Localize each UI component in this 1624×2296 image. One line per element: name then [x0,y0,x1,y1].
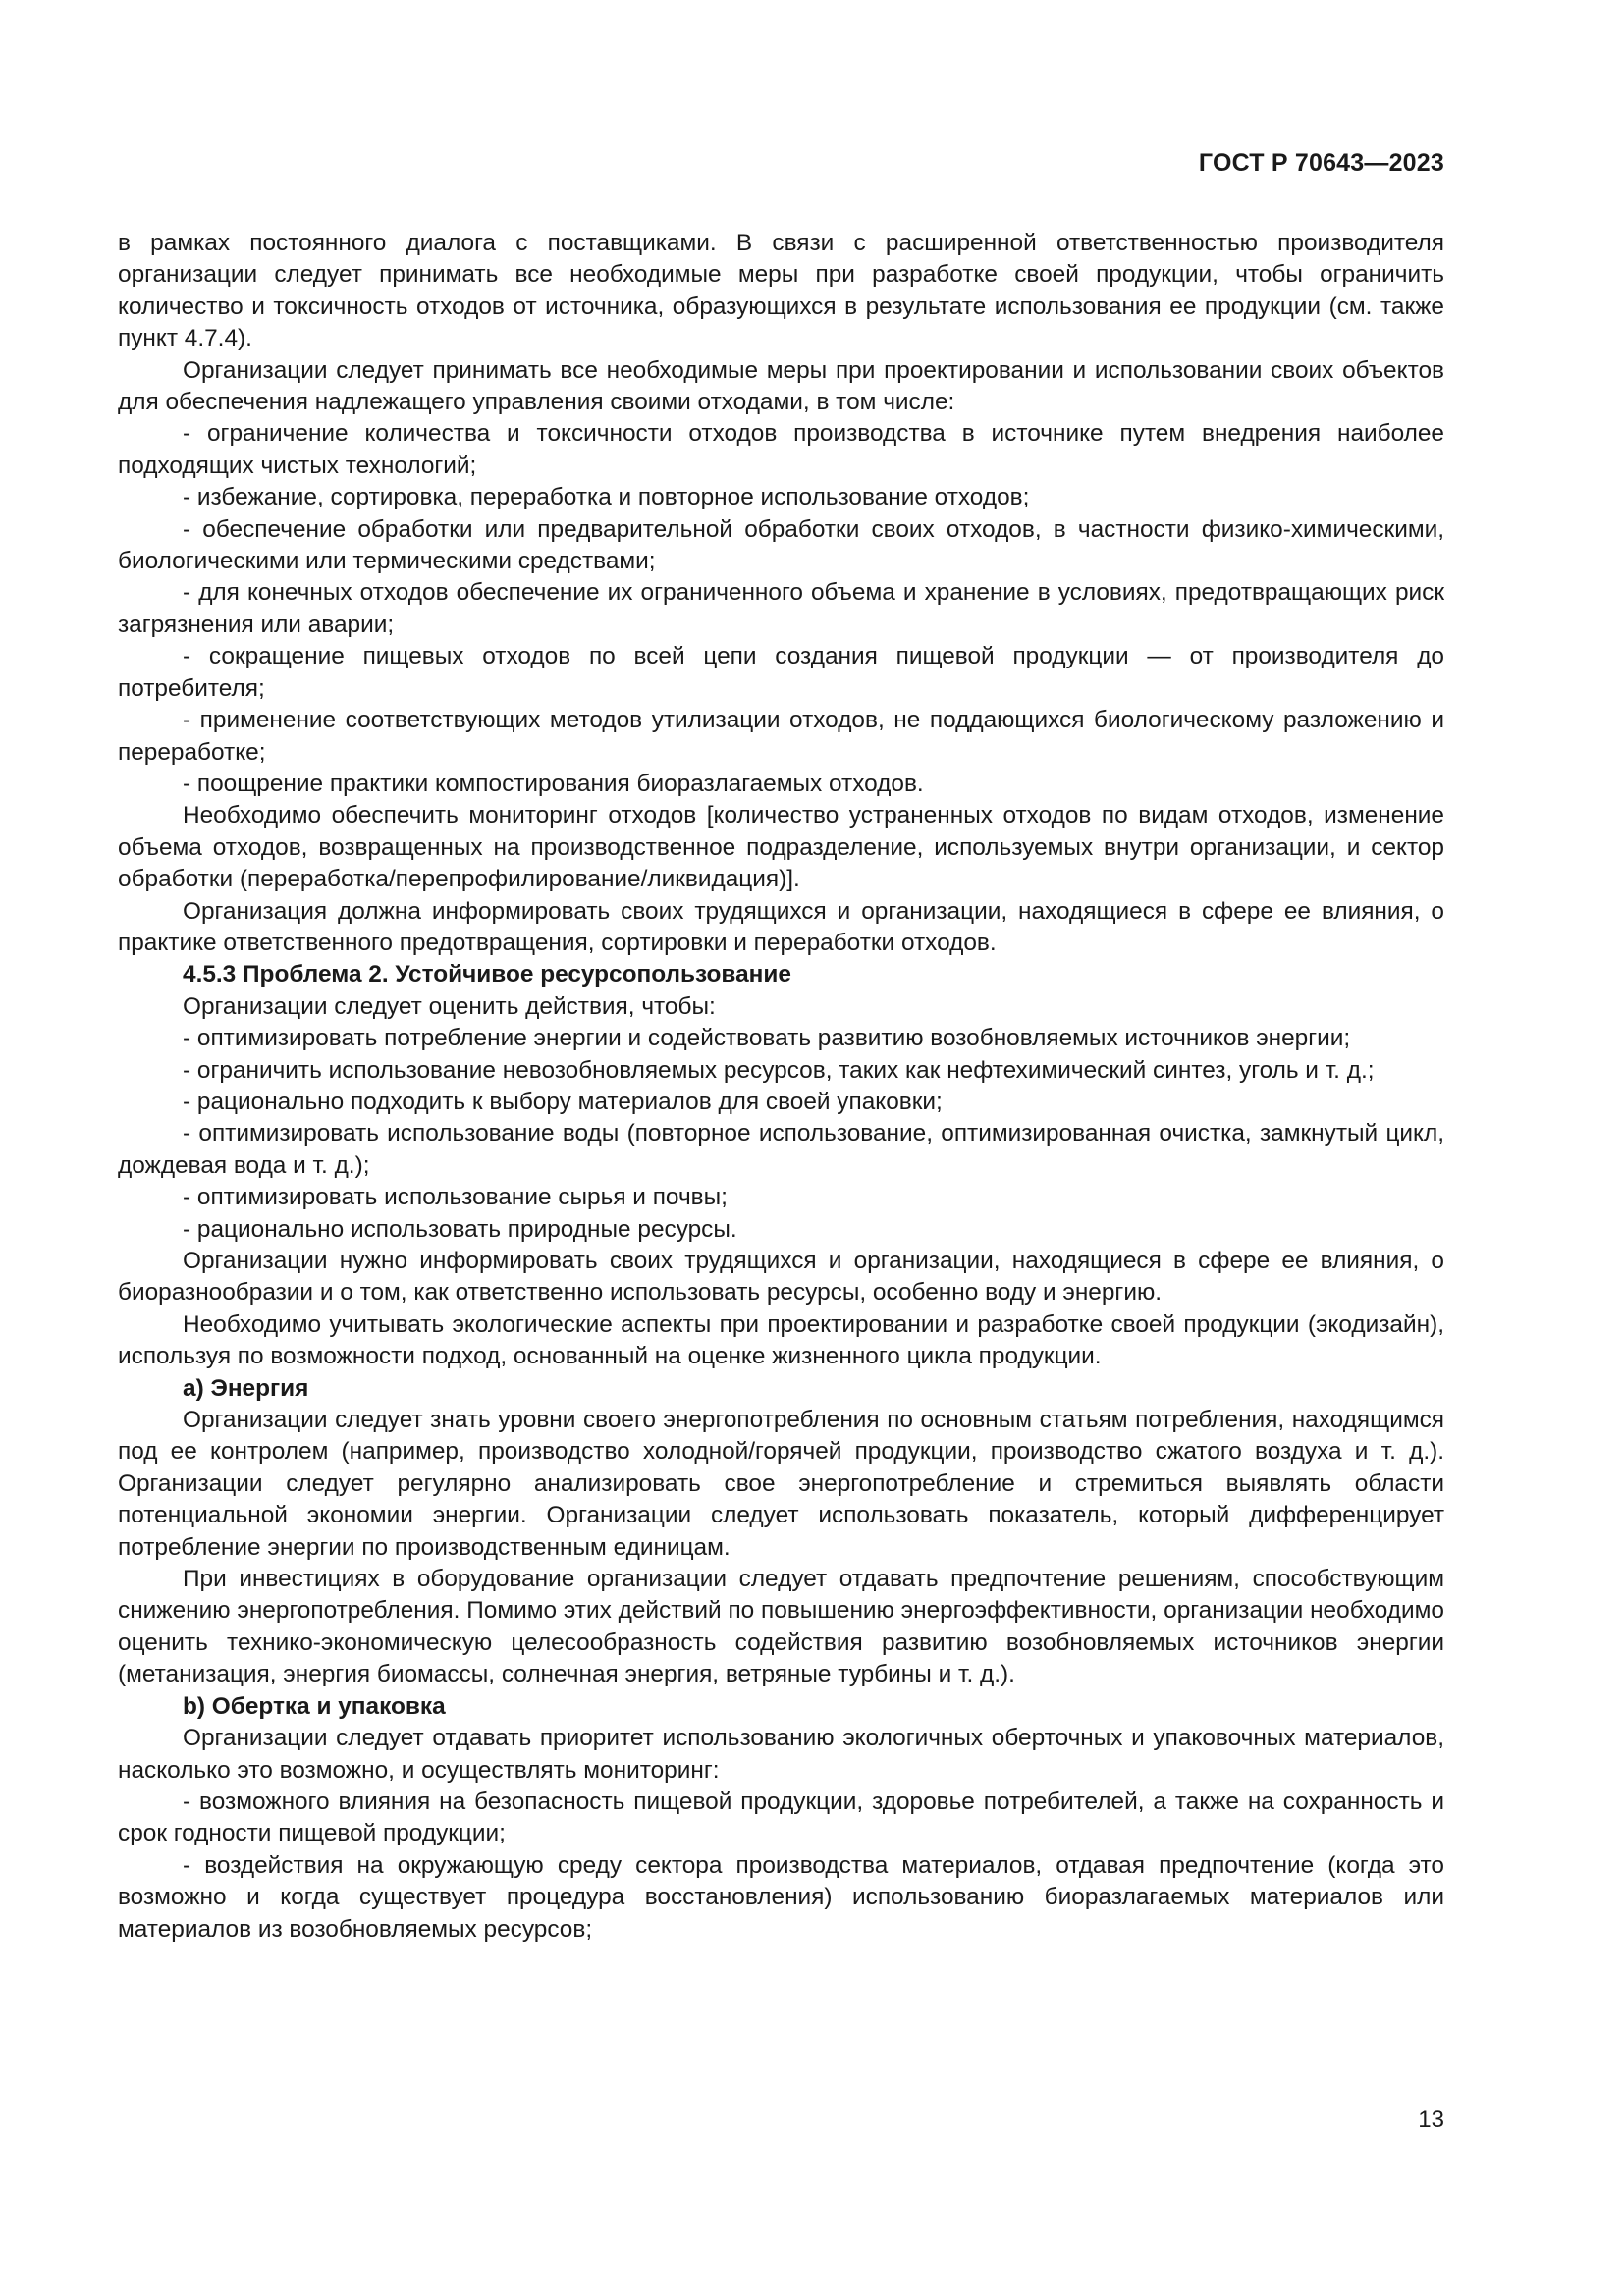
list-item: - рационально использовать природные ресурсы. [183,1215,737,1243]
list-item: - оптимизировать использование воды (повторное использование, оптимизированная очистка, замкнутый цикл, дождевая вода и т. д.); [118,1120,1444,1179]
list-item: - обеспечение обработки или предварительной обработки своих отходов, в частности физико-химическими, биологическими или термическими средствами; [118,515,1444,575]
paragraph: Организации следует оценить действия, чтобы: [183,992,716,1020]
paragraph: в рамках постоянного диалога с поставщиками. В связи с расширенной ответственностью производителя организации следует принимать все необходимые меры при разработке своей продукции, чтобы ограничить количество и токсичность отходов от источника, образующихся в результате использования ее продукции (см. также пункт 4.7.4). [118,230,1444,352]
paragraph: Необходимо учитывать экологические аспекты при проектировании и разработке своей продукции (экодизайн), используя по возможности подход, основанный на оценке жизненного цикла продукции. [118,1310,1444,1370]
document-body [118,228,1444,1946]
page-number: 13 [1418,2107,1444,2133]
list-item: - для конечных отходов обеспечение их ограниченного объема и хранение в условиях, предотвращающих риск загрязнения или аварии; [118,579,1444,638]
list-item: - рационально подходить к выбору материалов для своей упаковки; [183,1088,943,1115]
paragraph: Организации нужно информировать своих трудящихся и организации, находящиеся в сфере ее влияния, о биоразнообразии и о том, как ответственно использовать ресурсы, особенно воду и энергию. [118,1248,1444,1307]
list-item: - сокращение пищевых отходов по всей цепи создания пищевой продукции — от производителя до потребителя; [118,643,1444,702]
list-item: - применение соответствующих методов утилизации отходов, не поддающихся биологическому разложению и переработке; [118,707,1444,766]
paragraph: Организация должна информировать своих трудящихся и организации, находящиеся в сфере ее влияния, о практике ответственного предотвращения, сортировки и переработки отходов. [118,897,1444,956]
subsection-heading-energy: a) Энергия [183,1374,309,1402]
list-item: - поощрение практики компостирования биоразлагаемых отходов. [183,770,924,797]
subsection-heading-packaging: b) Обертка и упаковка [183,1692,446,1720]
list-item: - воздействия на окружающую среду сектора производства материалов, отдавая предпочтение (когда это возможно и когда существует процедура восстановления) использованию биоразлагаемых материалов или материалов из возобновляемых ресурсов; [118,1851,1444,1943]
list-item: - ограничить использование невозобновляемых ресурсов, таких как нефтехимический синтез, уголь и т. д.; [183,1056,1375,1084]
page-header: ГОСТ Р 70643—2023 [1198,149,1444,177]
paragraph: Организации следует отдавать приоритет использованию экологичных оберточных и упаковочных материалов, насколько это возможно, и осуществлять мониторинг: [118,1725,1444,1784]
paragraph: Организации следует знать уровни своего энергопотребления по основным статьям потребления, находящимся под ее контролем (например, производство холодной/горячей продукции, производство сжатого воздуха и т. д.). Организации следует регулярно анализировать свое энергопотребление и стремиться выявлять области потенциальной экономии энергии. Организации следует использовать показатель, который дифференцирует потребление энергии по производственным единицам. [118,1407,1444,1561]
list-item: - ограничение количества и токсичности отходов производства в источнике путем внедрения наиболее подходящих чистых технологий; [118,420,1444,479]
list-item: - оптимизировать потребление энергии и содействовать развитию возобновляемых источников энергии; [183,1025,1351,1052]
paragraph: При инвестициях в оборудование организации следует отдавать предпочтение решениям, способствующим снижению энергопотребления. Помимо этих действий по повышению энергоэффективности, организации необходимо оценить технико-экономическую целесообразность содействия развитию возобновляемых источников энергии (метанизация, энергия биомассы, солнечная энергия, ветряные турбины и т. д.). [118,1566,1444,1688]
paragraph: Необходимо обеспечить мониторинг отходов [количество устраненных отходов по видам отходов, изменение объема отходов, возвращенных на производственное подразделение, используемых внутри организации, и сектор обработки (переработка/перепрофилирование/ликвидация)]. [118,802,1444,893]
list-item: - оптимизировать использование сырья и почвы; [183,1184,728,1211]
section-heading: 4.5.3 Проблема 2. Устойчивое ресурсопользование [183,961,791,988]
list-item: - возможного влияния на безопасность пищевой продукции, здоровье потребителей, а также на сохранность и срок годности пищевой продукции; [118,1788,1444,1847]
paragraph: Организации следует принимать все необходимые меры при проектировании и использовании своих объектов для обеспечения надлежащего управления своими отходами, в том числе: [118,356,1444,416]
list-item: - избежание, сортировка, переработка и повторное использование отходов; [183,484,1030,511]
